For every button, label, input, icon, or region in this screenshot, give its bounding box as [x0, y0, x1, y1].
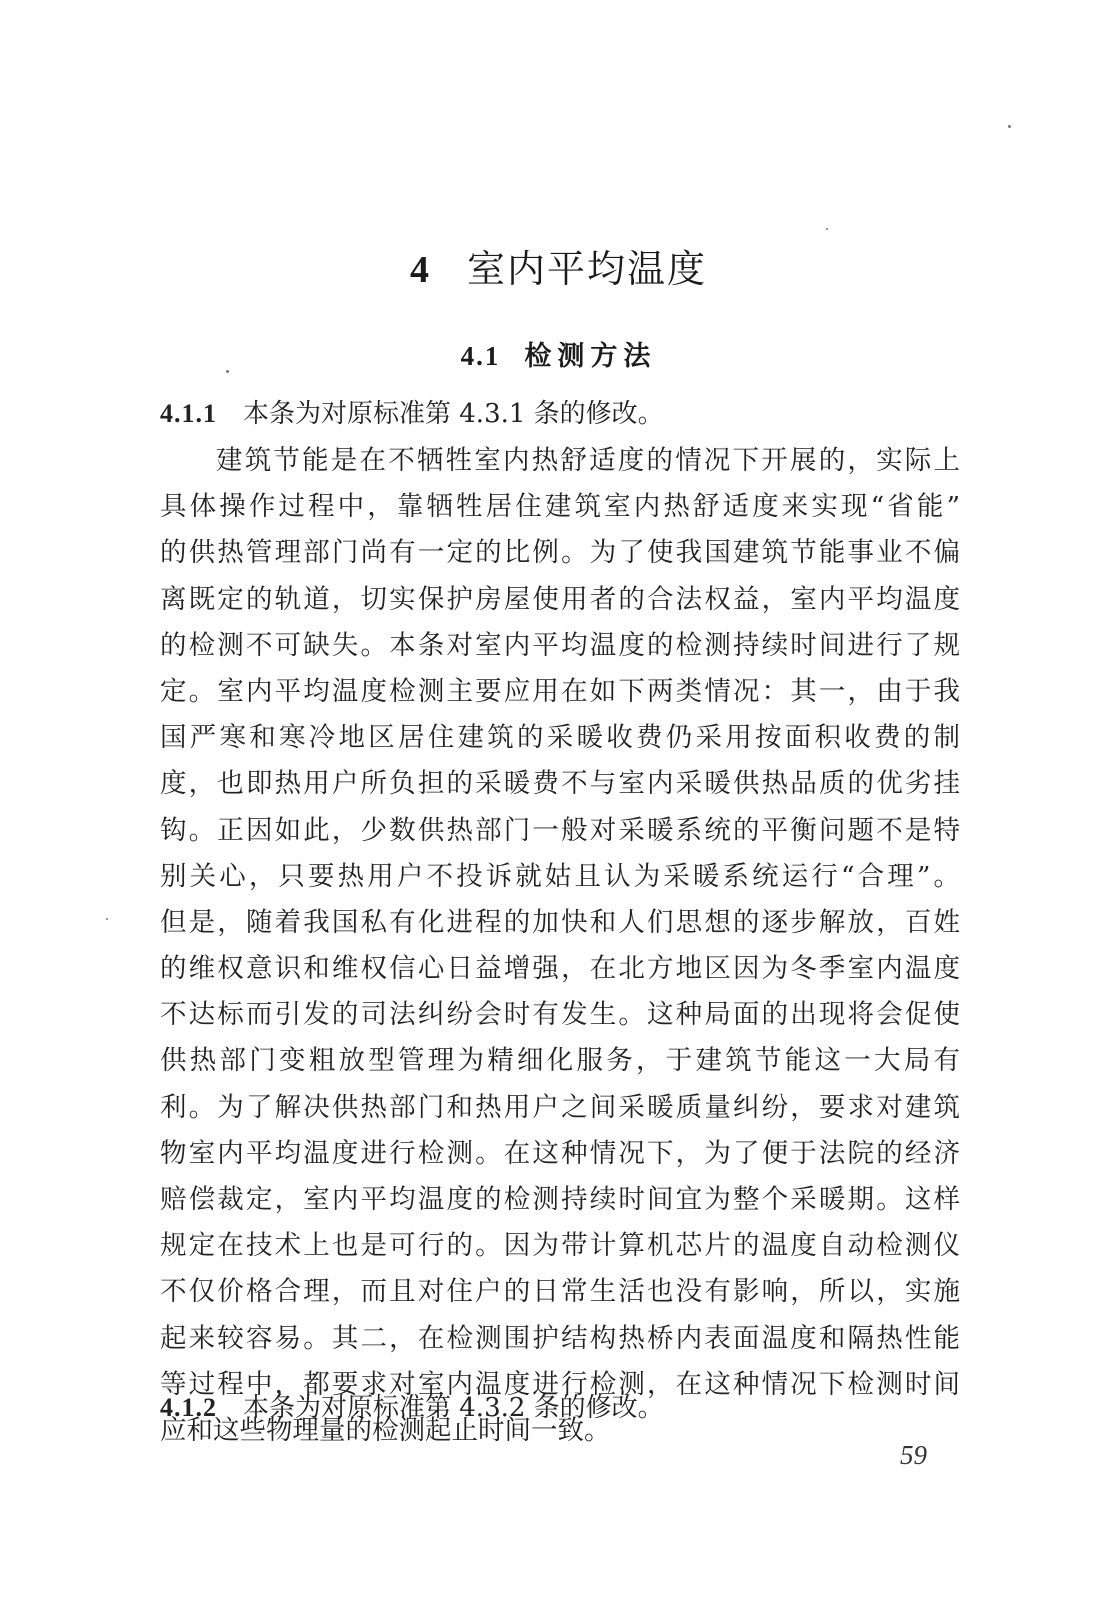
page-number: 59 — [900, 1440, 927, 1470]
paragraph-line: 建筑节能是在不牺牲室内热舒适度的情况下开展的，实际上 — [216, 445, 960, 476]
scan-speck — [226, 370, 229, 373]
chapter-title — [0, 238, 1117, 293]
scan-speck — [1008, 125, 1011, 128]
section-title-text: 检测方法 — [524, 341, 657, 372]
paragraph-line: 规定在技术上也是可行的。因为带计算机芯片的温度自动检测仪 — [160, 1230, 960, 1262]
paragraph-line: 别关心，只要热用户不投诉就姑且认为采暖系统运行“合理”。 — [160, 860, 960, 892]
clause-4-1-2 — [160, 1387, 664, 1424]
clause-text: 本条为对原标准第 4.3.1 条的修改。 — [243, 399, 664, 429]
paragraph-line: 赔偿裁定，室内平均温度的检测持续时间宜为整个采暖期。这样 — [160, 1184, 960, 1215]
paragraph-line: 定。室内平均温度检测主要应用在如下两类情况：其一，由于我 — [160, 675, 960, 707]
paragraph-line: 供热部门变粗放型管理为精细化服务，于建筑节能这一大局有 — [160, 1045, 960, 1077]
paragraph-line: 的检测不可缺失。本条对室内平均温度的检测持续时间进行了规 — [160, 629, 960, 661]
clause-4-1-1-paragraph — [160, 438, 960, 1454]
paragraph-line: 的维权意识和维权信心日益增强，在北方地区因为冬季室内温度 — [160, 953, 960, 985]
paragraph-line: 但是，随着我国私有化进程的加快和人们思想的逐步解放，百姓 — [160, 906, 960, 938]
paragraph-line: 的供热管理部门尚有一定的比例。为了使我国建筑节能事业不偏 — [160, 537, 960, 569]
clause-text: 本条为对原标准第 4.3.2 条的修改。 — [243, 1393, 664, 1423]
paragraph-line: 离既定的轨道，切实保护房屋使用者的合法权益，室内平均温度 — [160, 583, 960, 615]
paragraph-line: 钩。正因如此，少数供热部门一般对采暖系统的平衡问题不是特 — [160, 814, 960, 846]
paragraph-line: 利。为了解决供热部门和热用户之间采暖质量纠纷，要求对建筑 — [160, 1091, 960, 1123]
paragraph-line: 不仅价格合理，而且对住户的日常生活也没有影响，所以，实施 — [160, 1276, 960, 1308]
paragraph-line: 具体操作过程中，靠牺牲居住建筑室内热舒适度来实现“省能” — [160, 491, 960, 523]
section-number: 4.1 — [460, 341, 501, 371]
paragraph-line: 国严寒和寒冷地区居住建筑的采暖收费仍采用按面积收费的制 — [160, 722, 960, 754]
chapter-title-text: 室内平均温度 — [466, 247, 707, 291]
clause-number: 4.1.2 — [160, 1393, 217, 1422]
scan-speck — [826, 228, 828, 230]
clause-4-1-1 — [160, 393, 664, 430]
clause-number: 4.1.1 — [160, 399, 217, 428]
chapter-number: 4 — [409, 249, 431, 291]
paragraph-line: 不达标而引发的司法纠纷会时有发生。这种局面的出现将会促使 — [160, 999, 960, 1031]
paragraph-line: 等过程中，都要求对室内温度进行检测，在这种情况下检测时间 — [160, 1368, 960, 1400]
section-title — [0, 334, 1117, 373]
scan-speck — [106, 918, 108, 920]
paragraph-line: 应和这些物理量的检测起止时间一致。 — [160, 1414, 611, 1446]
paragraph-line: 物室内平均温度进行检测。在这种情况下，为了便于法院的经济 — [160, 1137, 960, 1169]
paragraph-line: 度，也即热用户所负担的采暖费不与室内采暖供热品质的优劣挂 — [160, 768, 960, 800]
paragraph-line: 起来较容易。其二，在检测围护结构热桥内表面温度和隔热性能 — [160, 1322, 960, 1354]
